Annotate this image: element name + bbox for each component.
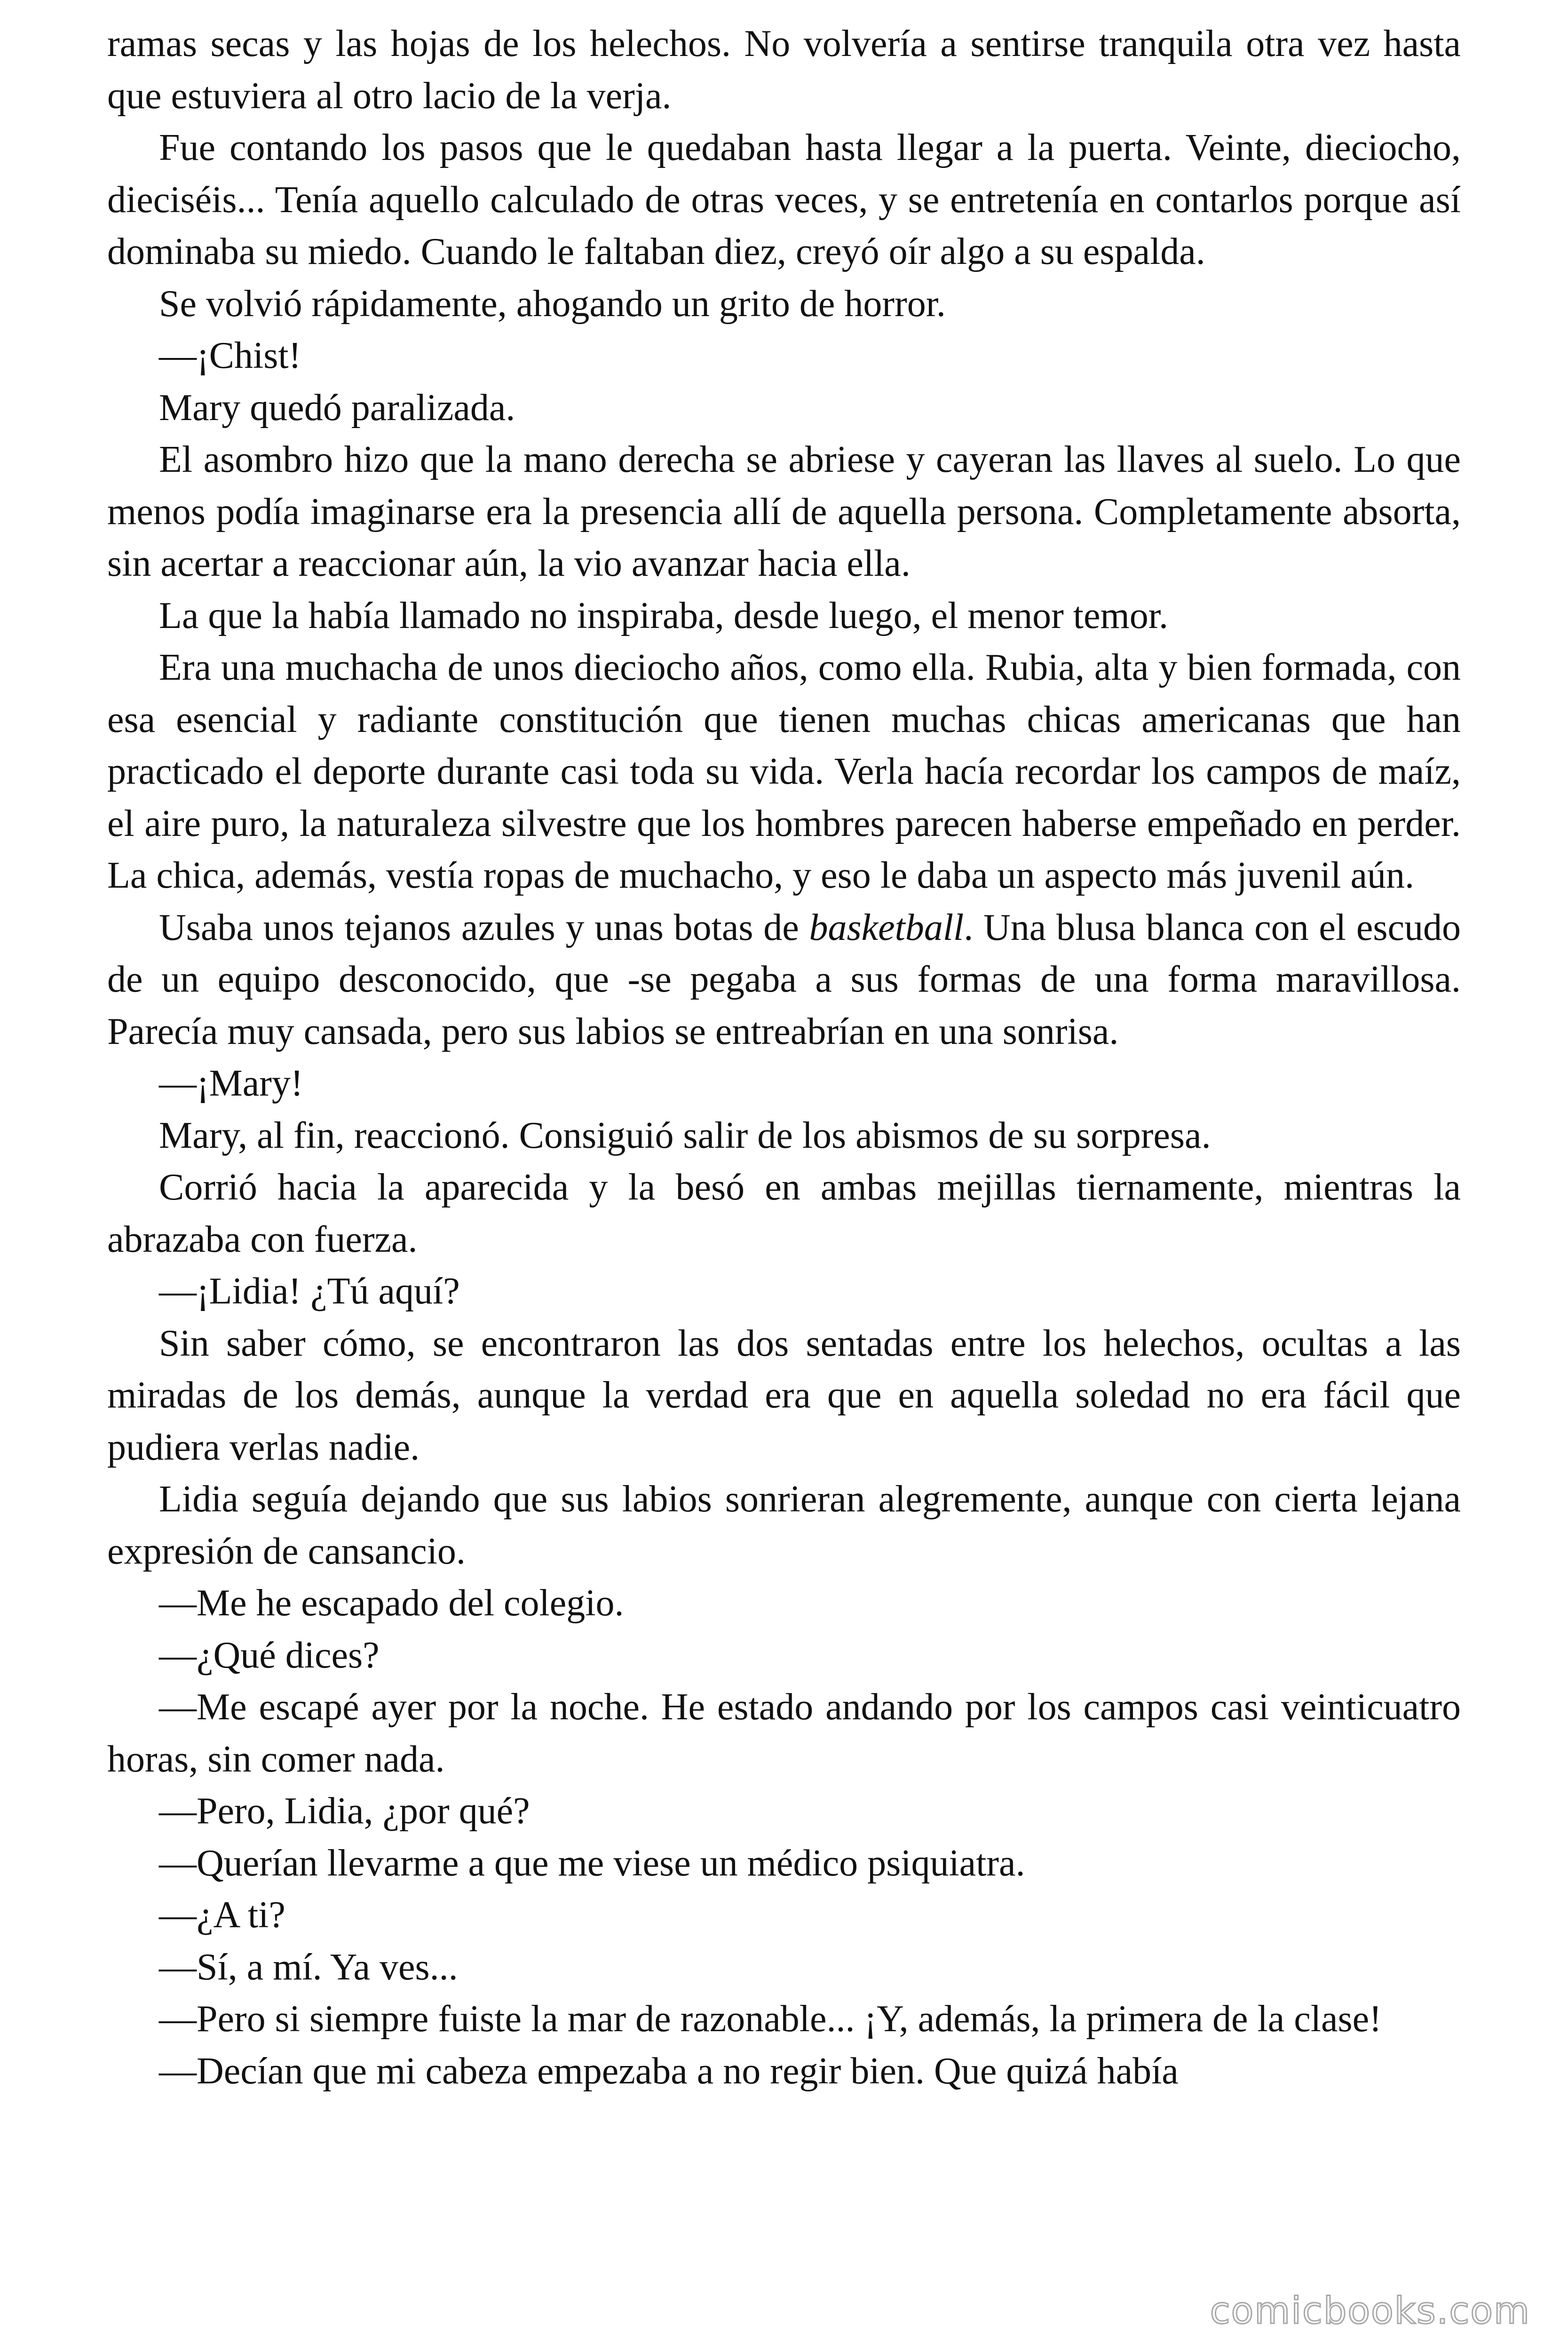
paragraph-text: Se volvió rápidamente, ahogando un grito de horror. bbox=[159, 283, 946, 325]
paragraph-text: Era una muchacha de unos dieciocho años, como ella. Rubia, alta y bien formada, con esa esencial y radiante constitución que tienen muchas chicas americanas que han practicado el deporte durante casi toda su vida. Verla hacía recordar los campos de maíz, el aire puro, la naturaleza silvestre que los hombres parecen haberse empeñado en perder. La chica, además, vestía ropas de muchacho, y eso le daba un aspecto más juvenil aún. bbox=[107, 647, 1461, 896]
paragraph-text: Mary, al fin, reaccionó. Consiguió salir de los abismos de su sorpresa. bbox=[159, 1114, 1211, 1156]
paragraph bbox=[107, 1993, 1461, 2045]
paragraph bbox=[107, 382, 1461, 434]
paragraph bbox=[107, 902, 1461, 1058]
paragraph bbox=[107, 590, 1461, 642]
paragraph bbox=[107, 1941, 1461, 1994]
paragraph-text: . Una blusa blanca con el escudo de un equipo desconocido, que -se pegaba a sus formas de una forma maravillosa. Parecía muy cansada, pero sus labios se entreabrían en una sonrisa. bbox=[107, 906, 1461, 1052]
paragraph-text: Lidia seguía dejando que sus labios sonrieran alegremente, aunque con cierta lejana expresión de cansancio. bbox=[107, 1478, 1461, 1572]
watermark: comicbooks.com bbox=[1210, 2290, 1530, 2332]
paragraph-text: —¡Mary! bbox=[159, 1063, 303, 1104]
continued-paragraph bbox=[107, 18, 1461, 122]
paragraph bbox=[107, 122, 1461, 278]
paragraph bbox=[107, 278, 1461, 330]
paragraph-text: El asombro hizo que la mano derecha se abriese y cayeran las llaves al suelo. Lo que menos podía imaginarse era la presencia allí de aquella persona. Completamente absorta, sin acertar a reaccionar aún, la vio avanzar hacia ella. bbox=[107, 439, 1461, 584]
paragraph bbox=[107, 1681, 1461, 1785]
paragraph bbox=[107, 330, 1461, 382]
paragraph-text: —¿A ti? bbox=[159, 1894, 285, 1936]
paragraph-text: —Querían llevarme a que me viese un médico psiquiatra. bbox=[159, 1842, 1025, 1884]
paragraph-text: —¡Chist! bbox=[159, 335, 301, 376]
paragraph bbox=[107, 1837, 1461, 1890]
paragraph-text: Fue contando los pasos que le quedaban hasta llegar a la puerta. Veinte, dieciocho, dieciséis... Tenía aquello calculado de otras veces, y se entretenía en contarlos porque así dominaba su miedo. Cuando le faltaban diez, creyó oír algo a su espalda. bbox=[107, 127, 1461, 272]
paragraph-text: —Sí, a mí. Ya ves... bbox=[159, 1946, 458, 1988]
paragraph-text: La que la había llamado no inspiraba, desde luego, el menor temor. bbox=[159, 595, 1168, 636]
paragraph bbox=[107, 1110, 1461, 1162]
paragraph-text: —Decían que mi cabeza empezaba a no regir bien. Que quizá había bbox=[159, 2050, 1179, 2092]
paragraph-text: —Me he escapado del colegio. bbox=[159, 1582, 624, 1624]
paragraph bbox=[107, 1057, 1461, 1110]
paragraph-text: —Pero si siempre fuiste la mar de razonable... ¡Y, además, la primera de la clase! bbox=[159, 1998, 1382, 2040]
paragraph-text: Sin saber cómo, se encontraron las dos sentadas entre los helechos, ocultas a las miradas de los demás, aunque la verdad era que en aquella soledad no era fácil que pudiera verlas nadie. bbox=[107, 1322, 1461, 1468]
paragraph bbox=[107, 1161, 1461, 1265]
paragraph bbox=[107, 1889, 1461, 1941]
paragraph-text: —¿Qué dices? bbox=[159, 1634, 380, 1676]
italic-text: basketball bbox=[809, 906, 964, 948]
body-text bbox=[107, 18, 1461, 2097]
paragraph-text: Usaba unos tejanos azules y unas botas de bbox=[159, 906, 809, 948]
paragraph bbox=[107, 434, 1461, 590]
paragraph-text: —Me escapé ayer por la noche. He estado andando por los campos casi veinticuatro horas, sin comer nada. bbox=[107, 1686, 1461, 1780]
paragraph bbox=[107, 1629, 1461, 1682]
paragraph bbox=[107, 1577, 1461, 1629]
paragraph bbox=[107, 1785, 1461, 1837]
paragraph-text: Corrió hacia la aparecida y la besó en ambas mejillas tiernamente, mientras la abrazaba con fuerza. bbox=[107, 1167, 1461, 1260]
paragraph-text: ramas secas y las hojas de los helechos. No volvería a sentirse tranquila otra vez hasta que estuviera al otro lacio de la verja. bbox=[107, 23, 1461, 117]
paragraph-text: —Pero, Lidia, ¿por qué? bbox=[159, 1790, 530, 1832]
paragraph bbox=[107, 2045, 1461, 2098]
paragraph bbox=[107, 1265, 1461, 1318]
paragraph-text: —¡Lidia! ¿Tú aquí? bbox=[159, 1271, 460, 1312]
paragraph bbox=[107, 642, 1461, 902]
paragraph bbox=[107, 1473, 1461, 1577]
paragraph bbox=[107, 1318, 1461, 1474]
paragraph-text: Mary quedó paralizada. bbox=[159, 387, 515, 429]
